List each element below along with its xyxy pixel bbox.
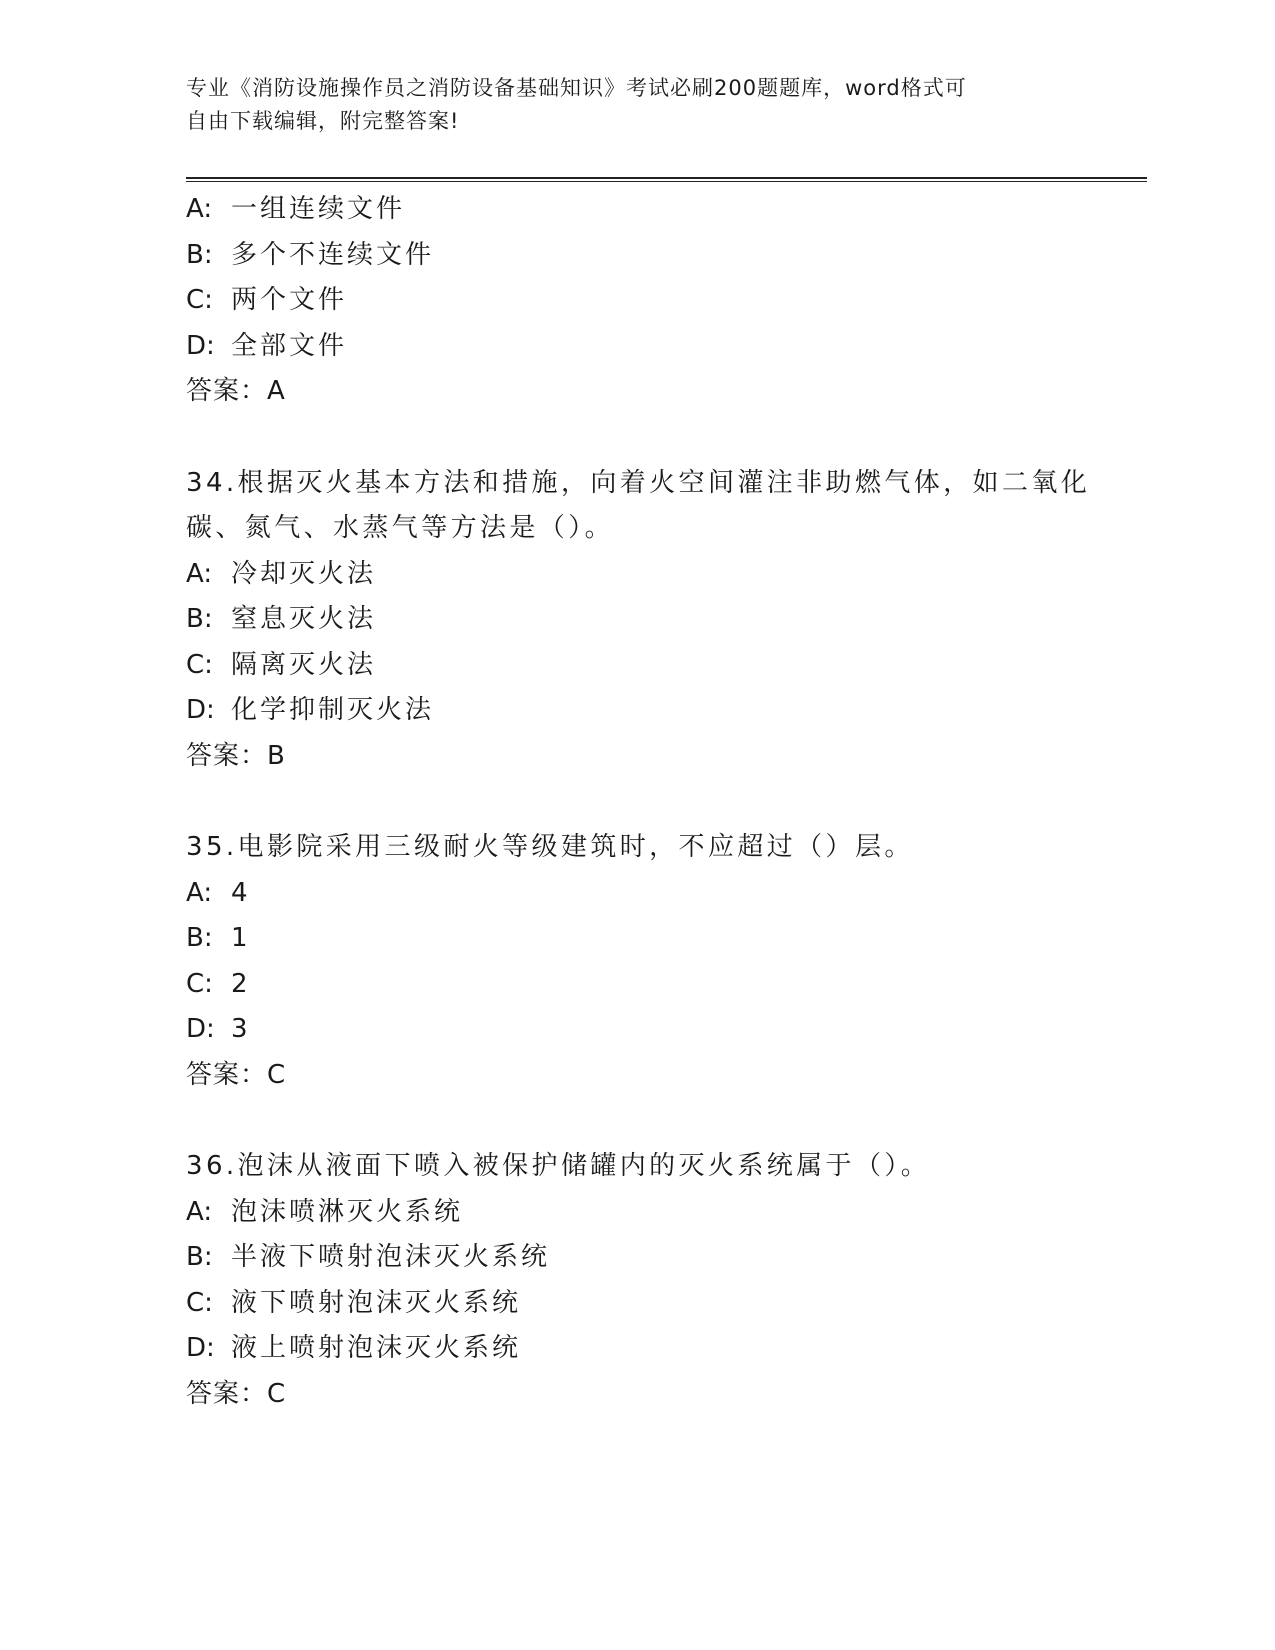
option-b xyxy=(186,597,1146,643)
question-34 xyxy=(186,461,1146,780)
option-text: 4 xyxy=(231,877,251,908)
option-text: 隔离灭火法 xyxy=(231,649,377,680)
option-label: D: xyxy=(186,1014,215,1044)
option-c xyxy=(186,643,1146,689)
option-label: A: xyxy=(186,194,213,224)
option-b xyxy=(186,916,1146,962)
option-text: 冷却灭火法 xyxy=(231,558,377,589)
answer-line: 答案：C xyxy=(186,1059,287,1090)
option-label: C: xyxy=(186,1287,213,1318)
header-line-2: 自由下载编辑，附完整答案! xyxy=(186,109,460,133)
option-d xyxy=(186,688,1146,734)
option-text: 窒息灭火法 xyxy=(231,604,377,634)
option-c xyxy=(186,1281,1146,1327)
option-text: 液下喷射泡沫灭火系统 xyxy=(231,1287,522,1318)
question-33-continued xyxy=(186,187,1146,415)
question-stem xyxy=(186,1144,1146,1190)
option-label: C: xyxy=(186,649,213,680)
option-b xyxy=(186,1235,1146,1281)
option-label: B: xyxy=(186,923,213,953)
option-d xyxy=(186,1007,1146,1053)
option-label: D: xyxy=(186,330,215,361)
question-stem xyxy=(186,825,1146,871)
option-label: D: xyxy=(186,695,215,725)
option-label: A: xyxy=(186,558,213,589)
option-label: C: xyxy=(186,285,213,315)
option-a xyxy=(186,552,1146,598)
option-d xyxy=(186,1326,1146,1372)
option-label: A: xyxy=(186,877,213,908)
question-36 xyxy=(186,1144,1146,1417)
question-stem xyxy=(186,461,1146,552)
option-text: 液上喷射泡沫灭火系统 xyxy=(231,1333,522,1363)
option-text: 1 xyxy=(231,923,251,953)
option-text: 多个不连续文件 xyxy=(231,239,435,270)
question-stem-line-1: 36.泡沫从液面下喷入被保护储罐内的灭火系统属于（）。 xyxy=(186,1151,931,1181)
option-d xyxy=(186,324,1146,370)
answer-line: 答案：C xyxy=(186,1378,287,1409)
option-label: B: xyxy=(186,604,213,634)
option-text: 全部文件 xyxy=(231,330,348,361)
option-text: 2 xyxy=(231,968,251,999)
option-label: B: xyxy=(186,239,213,270)
option-label: A: xyxy=(186,1196,213,1227)
document-header xyxy=(186,72,1086,138)
option-text: 泡沫喷淋灭火系统 xyxy=(231,1196,464,1227)
option-a xyxy=(186,187,1146,233)
question-stem-line-2: 碳、氮气、水蒸气等方法是（）。 xyxy=(186,513,615,543)
question-stem-line-1: 35.电影院采用三级耐火等级建筑时，不应超过（）层。 xyxy=(186,832,914,862)
option-label: C: xyxy=(186,968,213,999)
header-divider xyxy=(186,177,1147,182)
answer-line: 答案：A xyxy=(186,376,286,406)
option-b xyxy=(186,233,1146,279)
option-text: 两个文件 xyxy=(231,285,348,315)
option-c xyxy=(186,962,1146,1008)
question-list xyxy=(186,187,1146,1417)
option-text: 一组连续文件 xyxy=(231,194,406,224)
option-a xyxy=(186,871,1146,917)
option-a xyxy=(186,1190,1146,1236)
header-line-1: 专业《消防设施操作员之消防设备基础知识》考试必刷200题题库，word格式可 xyxy=(186,76,967,100)
option-text: 化学抑制灭火法 xyxy=(231,695,435,725)
option-text: 3 xyxy=(231,1014,251,1044)
option-c xyxy=(186,278,1146,324)
option-text: 半液下喷射泡沫灭火系统 xyxy=(231,1242,551,1272)
option-label: D: xyxy=(186,1333,215,1363)
option-label: B: xyxy=(186,1242,213,1272)
question-35 xyxy=(186,825,1146,1098)
question-stem-line-1: 34.根据灭火基本方法和措施，向着火空间灌注非助燃气体，如二氧化 xyxy=(186,467,1091,498)
answer-line: 答案：B xyxy=(186,740,286,771)
